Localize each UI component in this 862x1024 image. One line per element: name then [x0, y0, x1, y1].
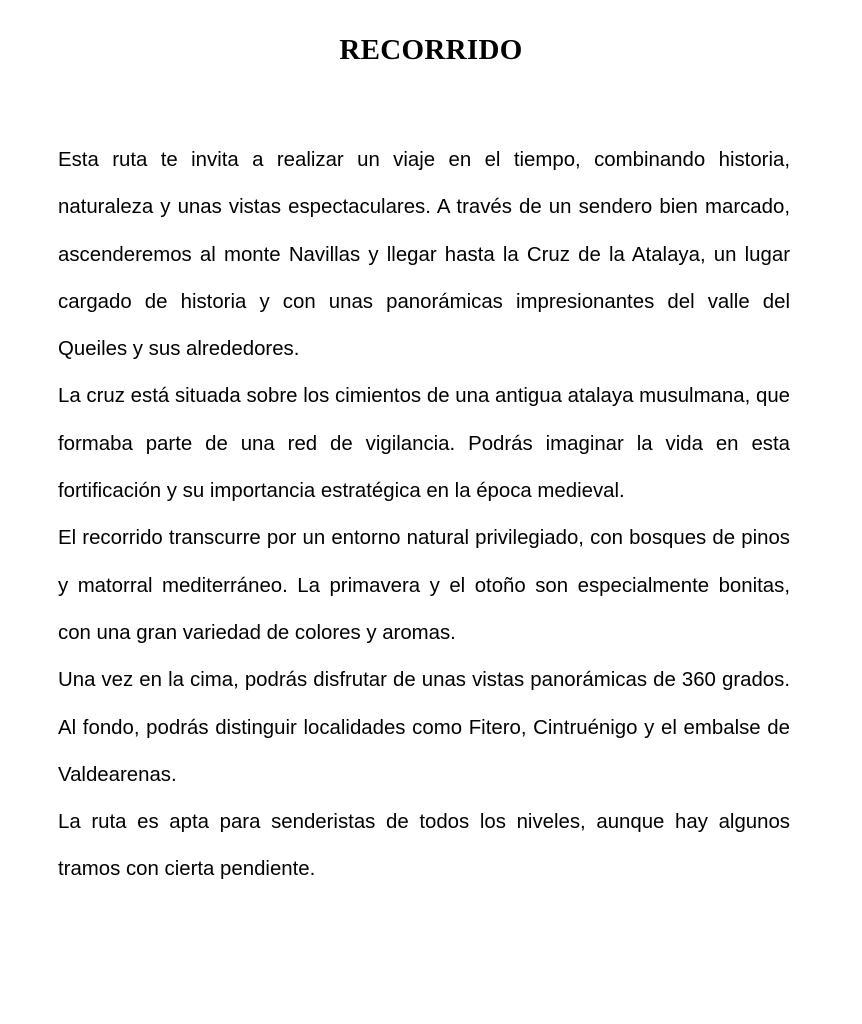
paragraph-intro: Esta ruta te invita a realizar un viaje en el tiempo, combinando historia, naturaleza y unas vistas espectaculares. A través de un sendero bien marcado, ascenderemos al monte Navillas y llegar hasta la Cruz de la Atalaya, un lugar cargado de historia y con unas panorámicas impresionantes del valle del Queiles y sus alrededores.: [58, 149, 790, 361]
paragraph-natural-setting: El recorrido transcurre por un entorno natural privilegiado, con bosques de pinos y matorral mediterráneo. La primavera y el otoño son especialmente bonitas, con una gran variedad de colores y aromas.: [58, 527, 790, 644]
paragraph-summit-views: Una vez en la cima, podrás disfrutar de unas vistas panorámicas de 360 grados. Al fondo, podrás distinguir localidades como Fitero, Cintruénigo y el embalse de Valdearenas.: [58, 669, 790, 786]
paragraph-difficulty: La ruta es apta para senderistas de todos los niveles, aunque hay algunos tramos con cierta pendiente.: [58, 811, 790, 881]
paragraph-cross-history: La cruz está situada sobre los cimientos de una antigua atalaya musulmana, que formaba parte de una red de vigilancia. Podrás imaginar la vida en esta fortificación y su importancia estratégica en la época medieval.: [58, 385, 790, 503]
page-title: RECORRIDO: [339, 34, 523, 66]
document-body: [58, 137, 790, 894]
